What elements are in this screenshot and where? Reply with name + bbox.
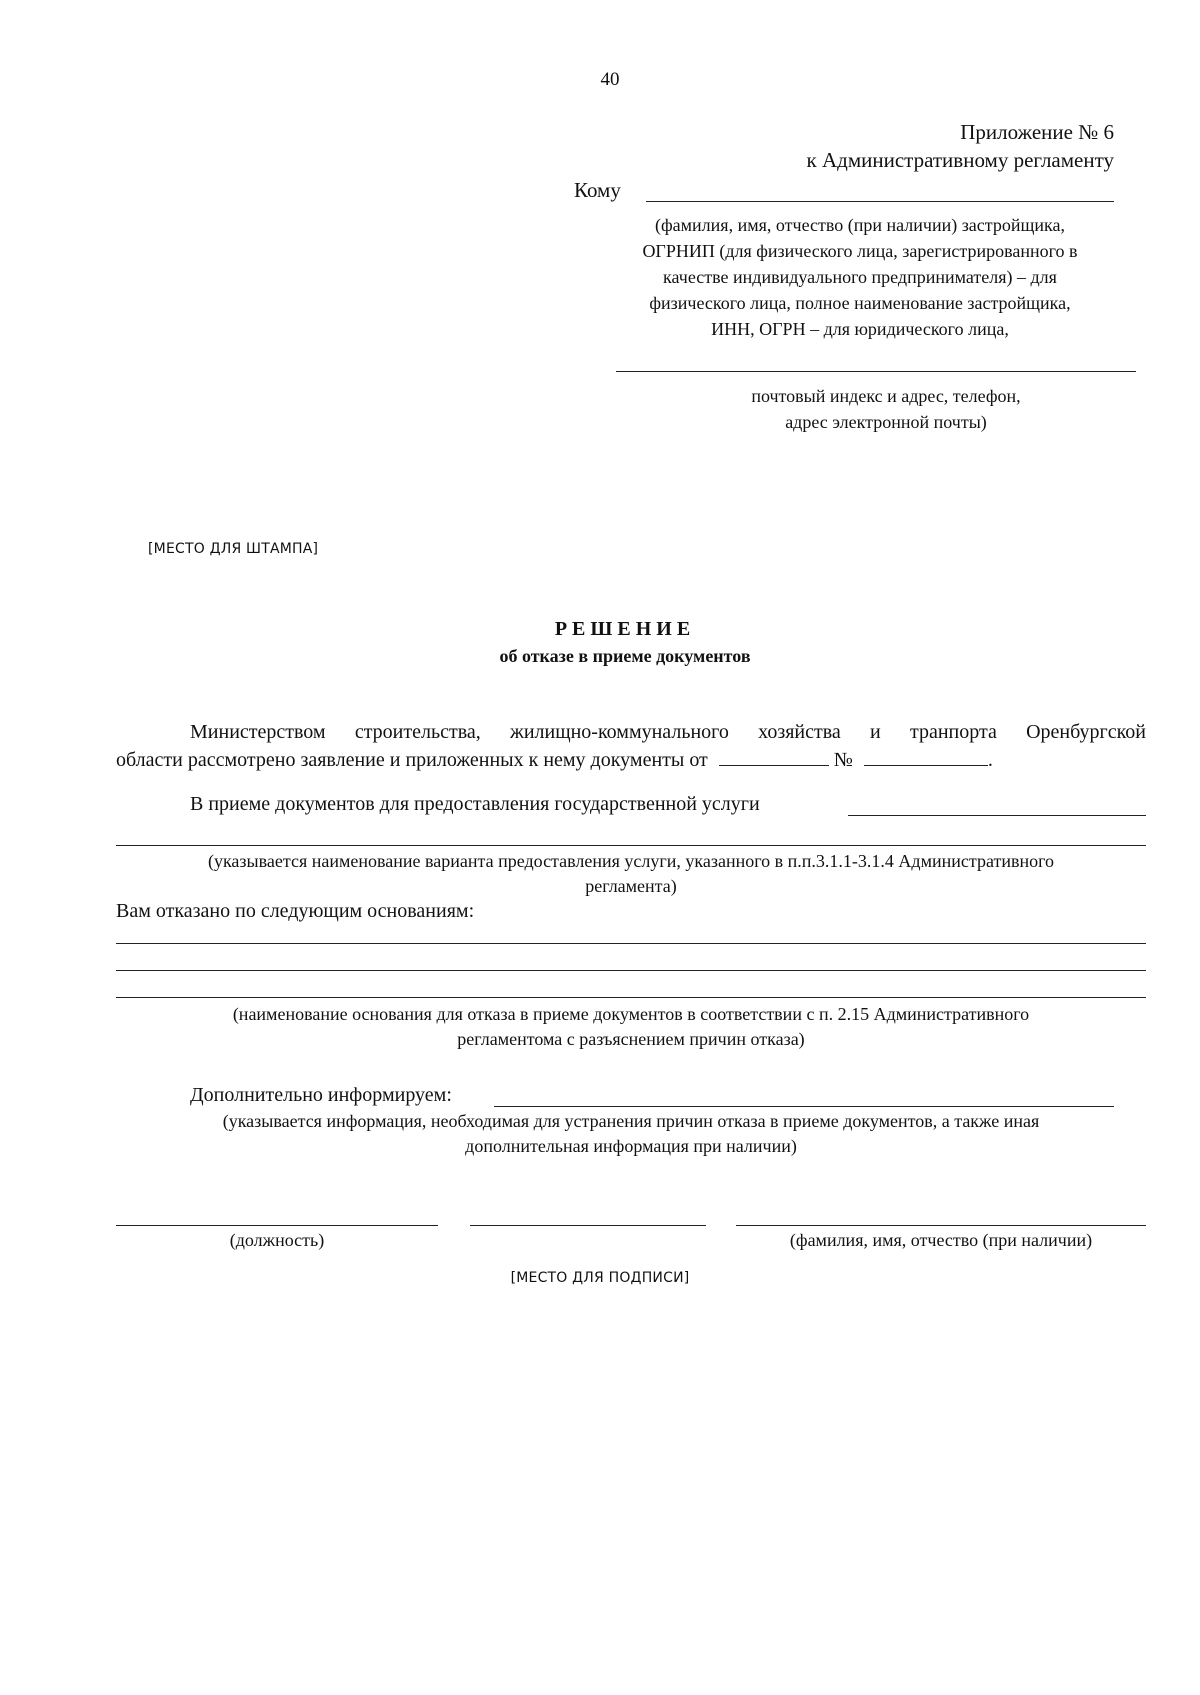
grounds-hint-line-1: (наименование основания для отказа в приеме документов в соответствии с п. 2.15 Административного [232, 1004, 1030, 1024]
number-blank[interactable] [864, 745, 988, 766]
additional-blank [494, 1106, 1114, 1107]
paragraph-1-line-2 [116, 745, 1146, 774]
recipient-hint [610, 212, 1110, 342]
number-sign: № [833, 749, 853, 771]
signature-line [470, 1225, 706, 1226]
to-label: Кому [574, 178, 621, 202]
additional-label: Дополнительно информируем: [190, 1084, 452, 1106]
document-title: РЕШЕНИЕ [554, 618, 696, 640]
page-number: 40 [600, 69, 620, 90]
grounds-line-2 [116, 970, 1146, 971]
recipient-hint-line: качестве индивидуального предпринимателя) – для [663, 267, 1057, 287]
signature-placeholder: [МЕСТО ДЛЯ ПОДПИСИ] [510, 1270, 690, 1286]
recipient-hint-line: (фамилия, имя, отчество (при наличии) застройщика, [655, 215, 1065, 235]
service-hint-line-2: регламента) [585, 876, 677, 896]
stamp-placeholder: [МЕСТО ДЛЯ ШТАМПА] [148, 541, 319, 557]
address-hint-line: адрес электронной почты) [785, 412, 987, 432]
address-hint [676, 383, 1096, 435]
grounds-hint-line-2: регламентома с разъяснением причин отказа) [457, 1029, 805, 1049]
service-hint-line-1: (указывается наименование варианта предоставления услуги, указанного в п.п.3.1.1-3.1.4 Административного [207, 851, 1055, 871]
paragraph-1-text: области рассмотрено заявление и приложенных к нему документы от [116, 749, 708, 771]
name-line [736, 1225, 1146, 1226]
recipient-hint-line: ИНН, ОГРН – для юридического лица, [711, 319, 1009, 339]
recipient-line [646, 201, 1114, 202]
date-blank[interactable] [719, 745, 829, 766]
paragraph-2-text: В приеме документов для предоставления государственной услуги [190, 793, 760, 815]
position-label: (должность) [229, 1230, 325, 1250]
refused-label: Вам отказано по следующим основаниям: [116, 900, 475, 922]
document-subtitle: об отказе в приеме документов [499, 646, 751, 666]
regulation-reference: к Административному регламенту [806, 148, 1114, 172]
name-label: (фамилия, имя, отчество (при наличии) [789, 1230, 1093, 1250]
additional-hint-line-1: (указывается информация, необходимая для устранения причин отказа в приеме документов, а также иная [222, 1111, 1040, 1131]
recipient-hint-line: физического лица, полное наименование застройщика, [649, 293, 1071, 313]
address-line [616, 371, 1136, 372]
grounds-line-1 [116, 943, 1146, 944]
additional-hint-line-2: дополнительная информация при наличии) [465, 1136, 797, 1156]
paragraph-1-end: . [987, 749, 993, 771]
position-line [116, 1225, 438, 1226]
appendix-number: Приложение № 6 [960, 120, 1114, 144]
recipient-hint-line: ОГРНИП (для физического лица, зарегистрированного в [642, 241, 1078, 261]
address-hint-line: почтовый индекс и адрес, телефон, [751, 386, 1021, 406]
grounds-line-3 [116, 997, 1146, 998]
service-line [116, 845, 1146, 846]
paragraph-1-line-1: Министерством строительства, жилищно-коммунального хозяйства и транпорта Оренбургской [190, 721, 1146, 743]
service-blank [848, 815, 1146, 816]
